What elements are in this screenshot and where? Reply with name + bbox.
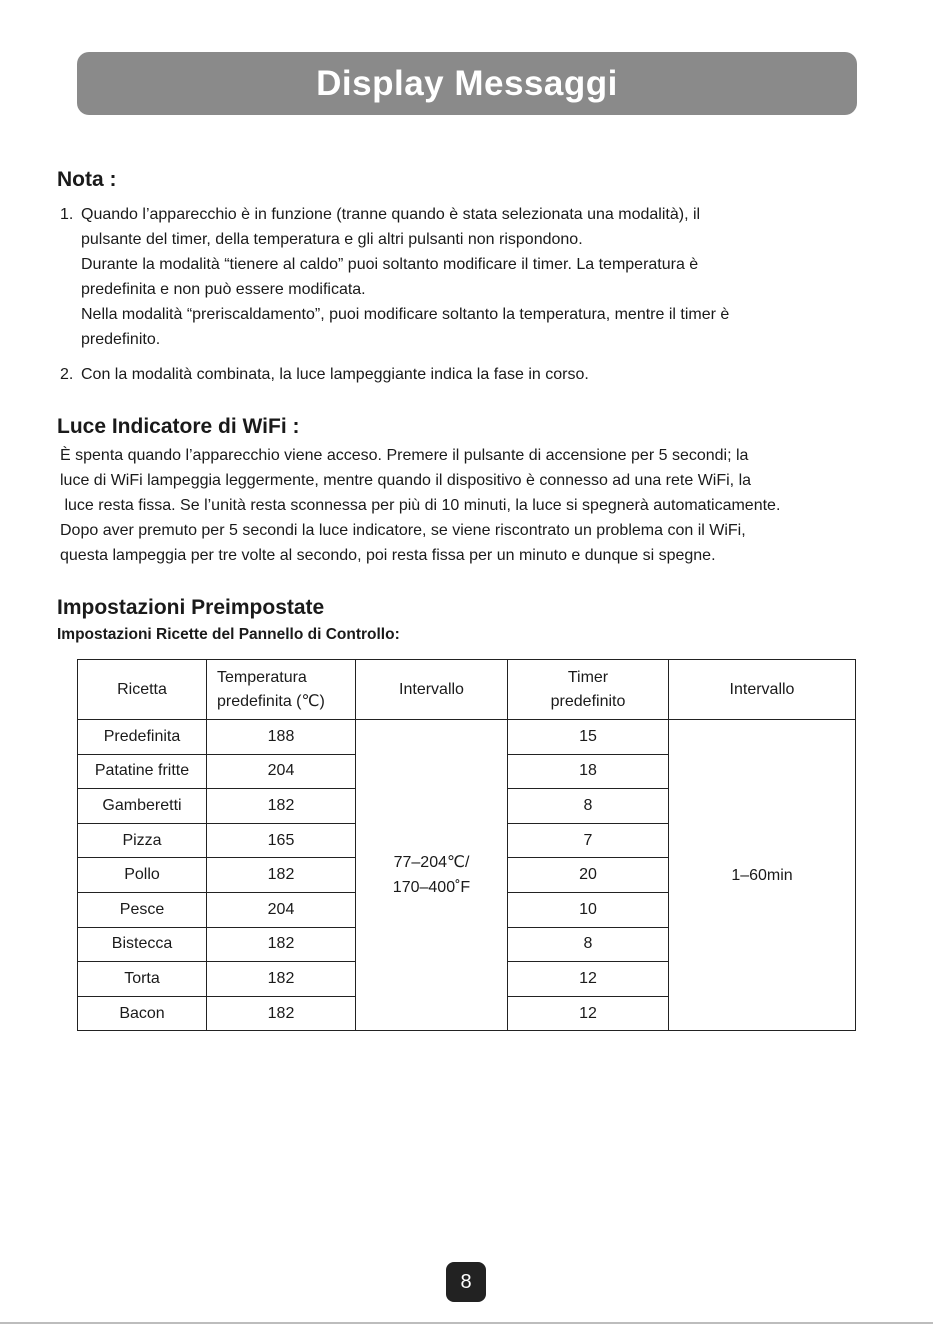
wifi-line: È spenta quando l’apparecchio viene acceso. Premere il pulsante di accensione per 5 secondi; la: [60, 447, 749, 464]
nota-heading: Nota :: [57, 168, 117, 191]
wifi-line: Dopo aver premuto per 5 secondi la luce indicatore, se viene riscontrato un problema con il WiFi,: [60, 522, 746, 539]
cell-temperature: 204: [207, 754, 356, 789]
title-banner: [77, 52, 857, 115]
table-header-row: [78, 660, 856, 720]
wifi-paragraph: [60, 443, 920, 568]
recipe-table: [77, 659, 856, 1031]
cell-recipe: Bacon: [78, 996, 207, 1031]
nota-line: predefinita e non può essere modificata.: [81, 281, 366, 298]
page-number-badge: [446, 1262, 486, 1302]
header-timer-line1: Timer: [567, 668, 609, 686]
nota-item-number: 2.: [60, 366, 74, 383]
wifi-line: questa lampeggia per tre volte al secondo, poi resta fissa per un minuto e dunque si spegne.: [60, 547, 716, 564]
header-recipe: Ricetta: [78, 660, 207, 720]
cell-recipe: Pesce: [78, 892, 207, 927]
nota-line: Durante la modalità “tienere al caldo” puoi soltanto modificare il timer. La temperatura è: [81, 256, 699, 273]
wifi-line: luce resta fissa. Se l’unità resta sconnessa per più di 10 minuti, la luce si spegnerà automaticamente.: [60, 497, 781, 514]
cell-temperature: 182: [207, 996, 356, 1031]
cell-recipe: Pollo: [78, 858, 207, 893]
nota-item: [60, 362, 870, 387]
cell-recipe: Predefinita: [78, 720, 207, 755]
cell-temperature: 182: [207, 858, 356, 893]
cell-timer: 8: [508, 789, 669, 824]
temp-range-line2: 170–400˚F: [392, 879, 471, 897]
header-default-timer: [508, 660, 669, 720]
cell-recipe: Pizza: [78, 823, 207, 858]
wifi-heading: Luce Indicatore di WiFi :: [57, 415, 300, 438]
cell-recipe: Torta: [78, 962, 207, 997]
cell-timer: 15: [508, 720, 669, 755]
cell-timer: 12: [508, 996, 669, 1031]
nota-line: Con la modalità combinata, la luce lampeggiante indica la fase in corso.: [81, 366, 589, 383]
nota-list: [60, 202, 870, 387]
cell-temperature: 188: [207, 720, 356, 755]
cell-temperature-range: [356, 720, 508, 1031]
header-temp-line1: Temperatura: [217, 668, 307, 686]
cell-recipe: Gamberetti: [78, 789, 207, 824]
header-default-temperature: [207, 660, 356, 720]
cell-timer: 20: [508, 858, 669, 893]
nota-line: predefinito.: [81, 331, 161, 348]
cell-temperature: 182: [207, 962, 356, 997]
header-temp-line2: predefinita (℃): [217, 692, 325, 710]
table-row: [78, 720, 856, 755]
cell-recipe: Bistecca: [78, 927, 207, 962]
cell-temperature: 182: [207, 789, 356, 824]
nota-line: pulsante del timer, della temperatura e gli altri pulsanti non rispondono.: [81, 231, 583, 248]
cell-temperature: 165: [207, 823, 356, 858]
wifi-line: luce di WiFi lampeggia leggermente, mentre quando il dispositivo è connesso ad una rete WiFi, la: [60, 472, 752, 489]
cell-temperature: 204: [207, 892, 356, 927]
header-timer-line2: predefinito: [550, 692, 626, 710]
cell-timer: 12: [508, 962, 669, 997]
cell-timer: 10: [508, 892, 669, 927]
nota-item: [60, 202, 870, 352]
page-number: 8: [460, 1270, 472, 1293]
header-temperature-range: Intervallo: [356, 660, 508, 720]
nota-item-number: 1.: [60, 206, 74, 223]
cell-timer: 8: [508, 927, 669, 962]
cell-timer: 7: [508, 823, 669, 858]
presets-heading: Impostazioni Preimpostate: [57, 596, 325, 619]
cell-recipe: Patatine fritte: [78, 754, 207, 789]
nota-line: Nella modalità “preriscaldamento”, puoi modificare soltanto la temperatura, mentre il timer è: [81, 306, 730, 323]
nota-line: Quando l’apparecchio è in funzione (tranne quando è stata selezionata una modalità), il: [81, 206, 701, 223]
page-title: Display Messaggi: [316, 63, 618, 103]
header-timer-range: Intervallo: [669, 660, 856, 720]
cell-timer-range: 1–60min: [669, 720, 856, 1031]
temp-range-line1: 77–204℃/: [393, 854, 470, 872]
cell-temperature: 182: [207, 927, 356, 962]
cell-timer: 18: [508, 754, 669, 789]
presets-subheading: Impostazioni Ricette del Pannello di Controllo:: [57, 626, 400, 643]
